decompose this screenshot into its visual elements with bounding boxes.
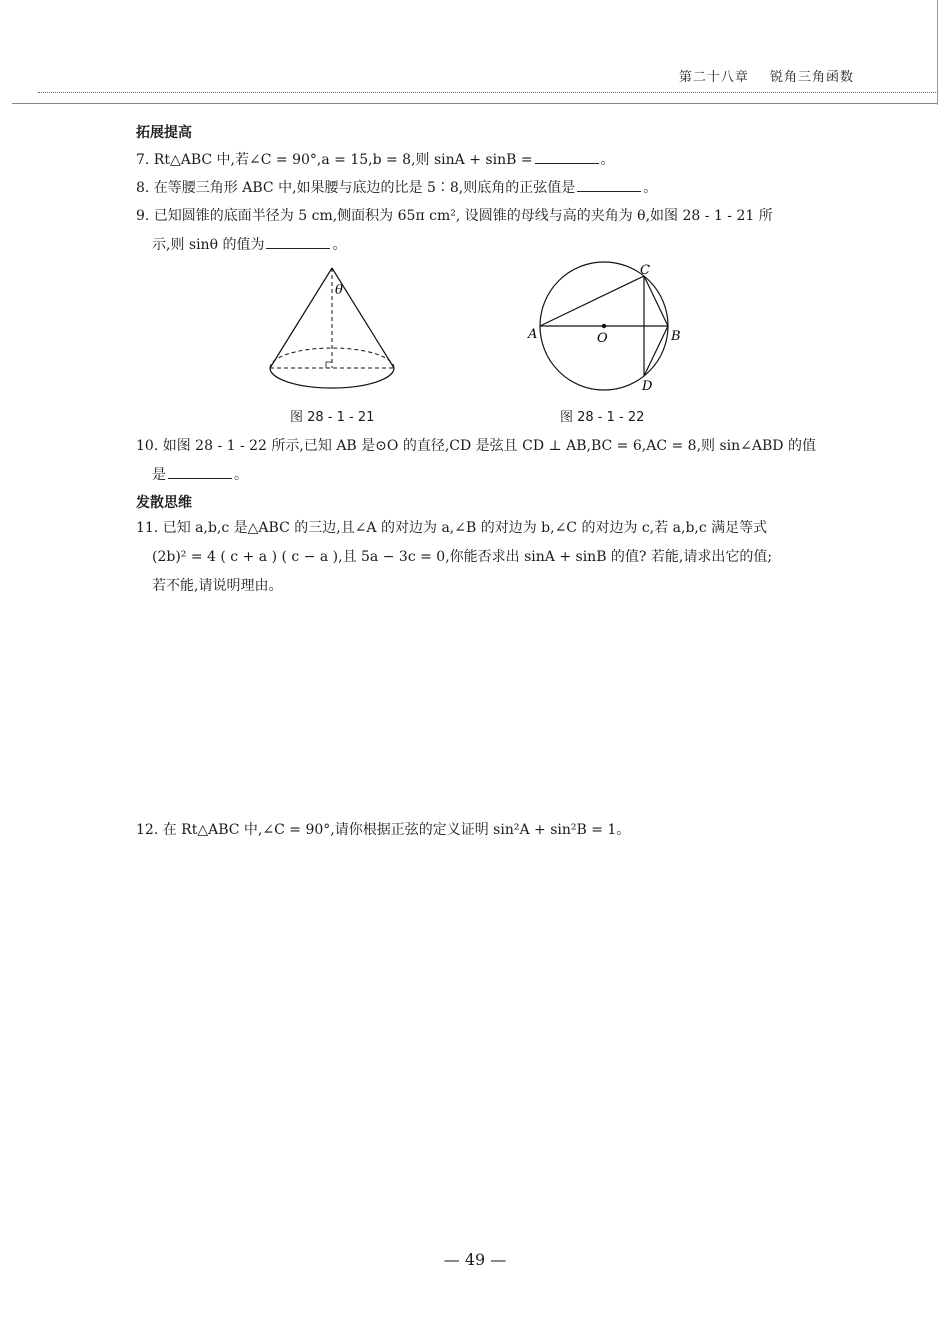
- label-d: D: [642, 379, 653, 394]
- question-7-text: 7. Rt△ABC 中,若∠C = 90°,a = 15,b = 8,则 sinA + sinB =: [136, 152, 533, 168]
- center-point: [602, 324, 606, 328]
- question-12: [136, 816, 852, 845]
- cone-base-back: [270, 348, 394, 368]
- chapter-title: 锐角三角函数: [769, 70, 854, 85]
- theta-label: θ: [335, 283, 343, 298]
- figure-cone: [262, 262, 402, 394]
- answer-blank[interactable]: [577, 177, 641, 192]
- figure-circle: [520, 258, 690, 398]
- question-7: [136, 146, 852, 175]
- chapter-label: 第二十八章: [678, 70, 749, 85]
- answer-blank[interactable]: [266, 234, 330, 249]
- chord-bd: [644, 326, 668, 376]
- question-12-text: 12. 在 Rt△ABC 中,∠C = 90°,请你根据正弦的定义证明 sin²A + sin²B = 1。: [136, 822, 631, 838]
- right-angle-mark: [326, 362, 332, 368]
- page-border: [937, 0, 938, 105]
- punct: 。: [332, 237, 347, 253]
- question-11-line2: (2b)² = 4 ( c + a ) ( c − a ),且 5a − 3c = 0,你能否求出 sinA + sinB 的值? 若能,请求出它的值;: [152, 549, 773, 565]
- question-11: [136, 514, 852, 601]
- answer-blank[interactable]: [535, 149, 599, 164]
- punct: 。: [234, 467, 248, 483]
- question-9-line2: 示,则 sinθ 的值为: [152, 237, 265, 253]
- page-number: — 49 —: [443, 1250, 507, 1269]
- question-9-line1: 9. 已知圆锥的底面半径为 5 cm,侧面积为 65π cm², 设圆锥的母线与高的夹角为 θ,如图 28 - 1 - 21 所: [136, 208, 773, 224]
- question-10-line1: 10. 如图 28 - 1 - 22 所示,已知 AB 是⊙O 的直径,CD 是弦且 CD ⊥ AB,BC = 6,AC = 8,则 sin∠ABD 的值: [136, 438, 816, 454]
- question-9: [136, 202, 852, 260]
- question-10-line2: 是: [152, 467, 166, 483]
- header-rule: [12, 103, 938, 104]
- figure-caption-22: 图 28 - 1 - 22: [560, 410, 645, 425]
- question-8-text: 8. 在等腰三角形 ABC 中,如果腰与底边的比是 5∶8,则底角的正弦值是: [136, 180, 576, 196]
- chord-bc: [644, 276, 668, 326]
- question-11-line3: 若不能,请说明理由。: [152, 578, 283, 594]
- section-heading-extend: 拓展提高: [136, 125, 192, 141]
- cone-left-edge: [270, 268, 332, 368]
- question-10: [136, 432, 852, 490]
- question-8: [136, 174, 852, 203]
- question-11-line1: 11. 已知 a,b,c 是△ABC 的三边,且∠A 的对边为 a,∠B 的对边为 b,∠C 的对边为 c,若 a,b,c 满足等式: [136, 520, 768, 536]
- header-dotted-rule: [38, 92, 938, 93]
- running-header: [679, 66, 854, 85]
- label-a: A: [528, 327, 538, 342]
- figure-caption-21: 图 28 - 1 - 21: [290, 410, 375, 425]
- answer-blank[interactable]: [168, 464, 232, 479]
- section-heading-diverge: 发散思维: [136, 495, 192, 511]
- label-b: B: [671, 329, 681, 344]
- label-c: C: [640, 263, 650, 278]
- punct: 。: [643, 180, 658, 196]
- cone-base-front: [270, 368, 394, 388]
- label-o: O: [597, 331, 608, 346]
- punct: 。: [600, 152, 615, 168]
